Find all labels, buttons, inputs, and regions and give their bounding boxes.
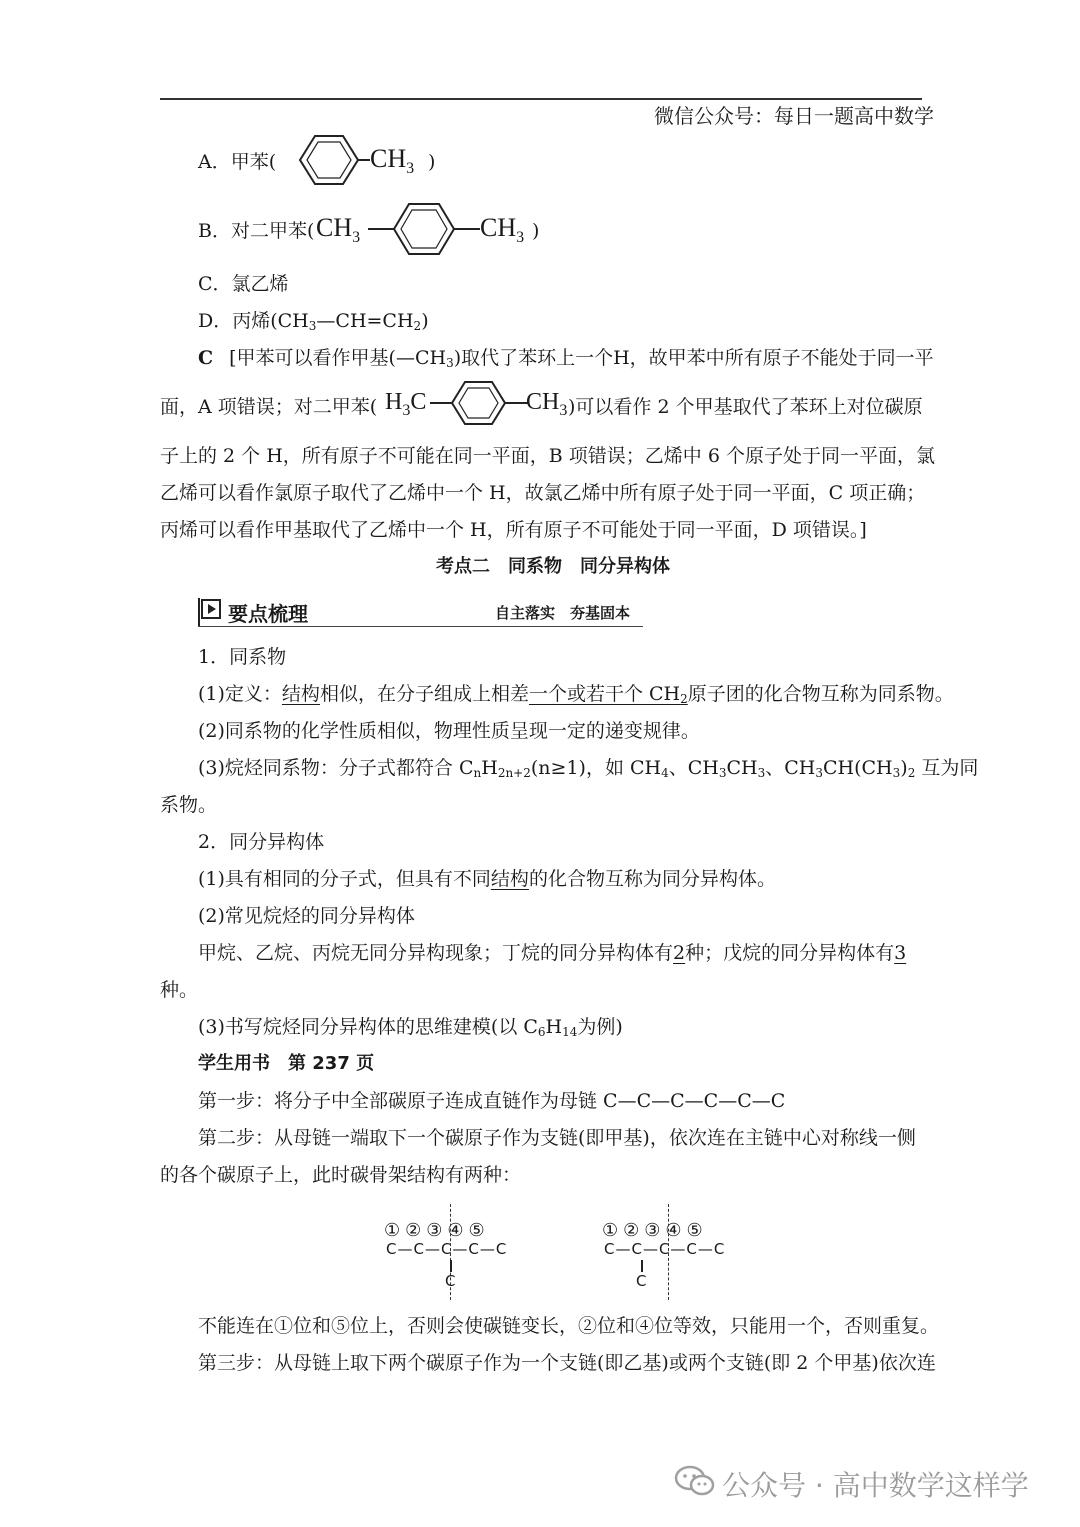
para-properties: (2)同系物的化学性质相似，物理性质呈现一定的递变规律。 <box>198 720 700 742</box>
para-common-isomers: (2)常见烷烃的同分异构体 <box>198 905 415 927</box>
benzene-ring-a <box>280 132 370 188</box>
answer-line-1: C [甲苯可以看作甲基$(—CH_3)$取代了苯环上一个H，故甲苯中所有原子不能处于同一平 <box>198 347 934 370</box>
step-two: 第二步：从母链一端取下一个碳原子作为支链(即甲基)，依次连在主链中心对称线一侧 <box>198 1127 916 1149</box>
position-numbers: ①②③④⑤ <box>602 1220 708 1241</box>
header-rule <box>160 98 922 100</box>
skeleton-right <box>598 1200 738 1300</box>
para-isomer-counts-cont: 种。 <box>160 979 199 1001</box>
para-alkane-homologs: (3)烷烃同系物：分子式都符合 $C_nH_{2n+2}(n\ge 1)$，如 $CH_4$、$CH_3CH_3$、$CH_3CH(CH_3)_2$ 互为同 <box>198 757 979 780</box>
para-definition: (1)定义：结构相似，在分子组成上相差一个或若干个 $CH_2$原子团的化合物互称为同系物。 <box>198 683 954 706</box>
option-b-label: B．对二甲苯( <box>198 220 315 242</box>
position-note: 不能连在①位和⑤位上，否则会使碳链变长，②位和④位等效，只能用一个，否则重复。 <box>198 1315 940 1337</box>
answer-line-5: 丙烯可以看作甲基取代了乙烯中一个 H，所有原子不可能处于同一平面，D 项错误。] <box>160 519 867 541</box>
section-box-bar <box>198 598 200 626</box>
option-b-methyl-right: $CH_3$ <box>480 213 525 246</box>
section-box-title: 要点梳理 <box>228 602 308 626</box>
wechat-icon <box>674 1464 716 1498</box>
branch-carbon: C <box>445 1272 456 1290</box>
symmetry-line <box>668 1204 669 1300</box>
header-source: 微信公众号：每日一题高中数学 <box>654 104 934 128</box>
branch-bond <box>641 1260 643 1272</box>
benzene-ring-answer <box>430 378 528 428</box>
para-alkane-homologs-cont: 系物。 <box>160 794 218 816</box>
option-c: C．氯乙烯 <box>198 273 289 295</box>
step-three: 第三步：从母链上取下两个碳原子作为一个支链(即乙基)或两个支链(即 2 个甲基)依次连 <box>198 1352 936 1374</box>
section-title: 考点二 同系物 同分异构体 <box>436 556 670 577</box>
step-one: 第一步：将分子中全部碳原子连成直链作为母链 C—C—C—C—C—C <box>198 1090 786 1112</box>
skeleton-left <box>380 1200 520 1300</box>
answer-line-2-post: )可以看作 2 个甲基取代了苯环上对位碳原 <box>568 396 923 418</box>
para-isomer-counts: 甲烷、乙烷、丙烷无同分异构现象；丁烷的同分异构体有2种；戊烷的同分异构体有3 <box>198 942 907 964</box>
option-a-methyl: $CH_3$ <box>370 144 415 177</box>
benzene-ring-b <box>368 200 480 258</box>
branch-carbon: C <box>636 1272 647 1290</box>
option-a-close: ) <box>428 151 436 173</box>
option-b-close: ) <box>532 220 540 242</box>
answer-line-2-pre: 面，A 项错误；对二甲苯( <box>160 396 378 418</box>
branch-bond <box>450 1260 452 1272</box>
watermark-text: 公众号 · 高中数学这样学 <box>722 1469 1029 1502</box>
answer-line-4: 乙烯可以看作氯原子取代了乙烯中一个 H，故氯乙烯中所有原子处于同一平面，C 项正确； <box>160 482 926 504</box>
answer-ch3: $CH_3$ <box>526 389 568 419</box>
step-two-cont: 的各个碳原子上，此时碳骨架结构有两种： <box>160 1164 522 1186</box>
answer-line-3: 子上的 2 个 H，所有原子不可能在同一平面，B 项错误；乙烯中 6 个原子处于同一平面，氯 <box>160 445 935 467</box>
answer-letter: C <box>198 347 214 369</box>
para-modeling: (3)书写烷烃同分异构体的思维建模(以 $C_6H_{14}$为例) <box>198 1016 623 1039</box>
section-box-subtitle: 自主落实 夯基固本 <box>495 604 631 622</box>
answer-h3c: $H_3C$ <box>385 389 427 419</box>
page-reference: 学生用书 第 237 页 <box>198 1053 375 1074</box>
option-a-label: A．甲苯( <box>198 151 277 173</box>
option-d: D．丙烯$(CH_3—CH=CH_2)$ <box>198 310 429 333</box>
option-b-methyl-left: $CH_3$ <box>316 213 361 246</box>
play-triangle-icon <box>201 599 221 619</box>
heading-isomer: 2．同分异构体 <box>198 831 325 853</box>
position-numbers: ①②③④⑤ <box>384 1220 490 1241</box>
main-chain: C—C—C—C—C <box>604 1240 726 1258</box>
para-isomer-def: (1)具有相同的分子式，但具有不同结构的化合物互称为同分异构体。 <box>198 868 776 890</box>
main-chain: C—C—C—C—C <box>386 1240 508 1258</box>
heading-homolog: 1．同系物 <box>198 646 287 668</box>
